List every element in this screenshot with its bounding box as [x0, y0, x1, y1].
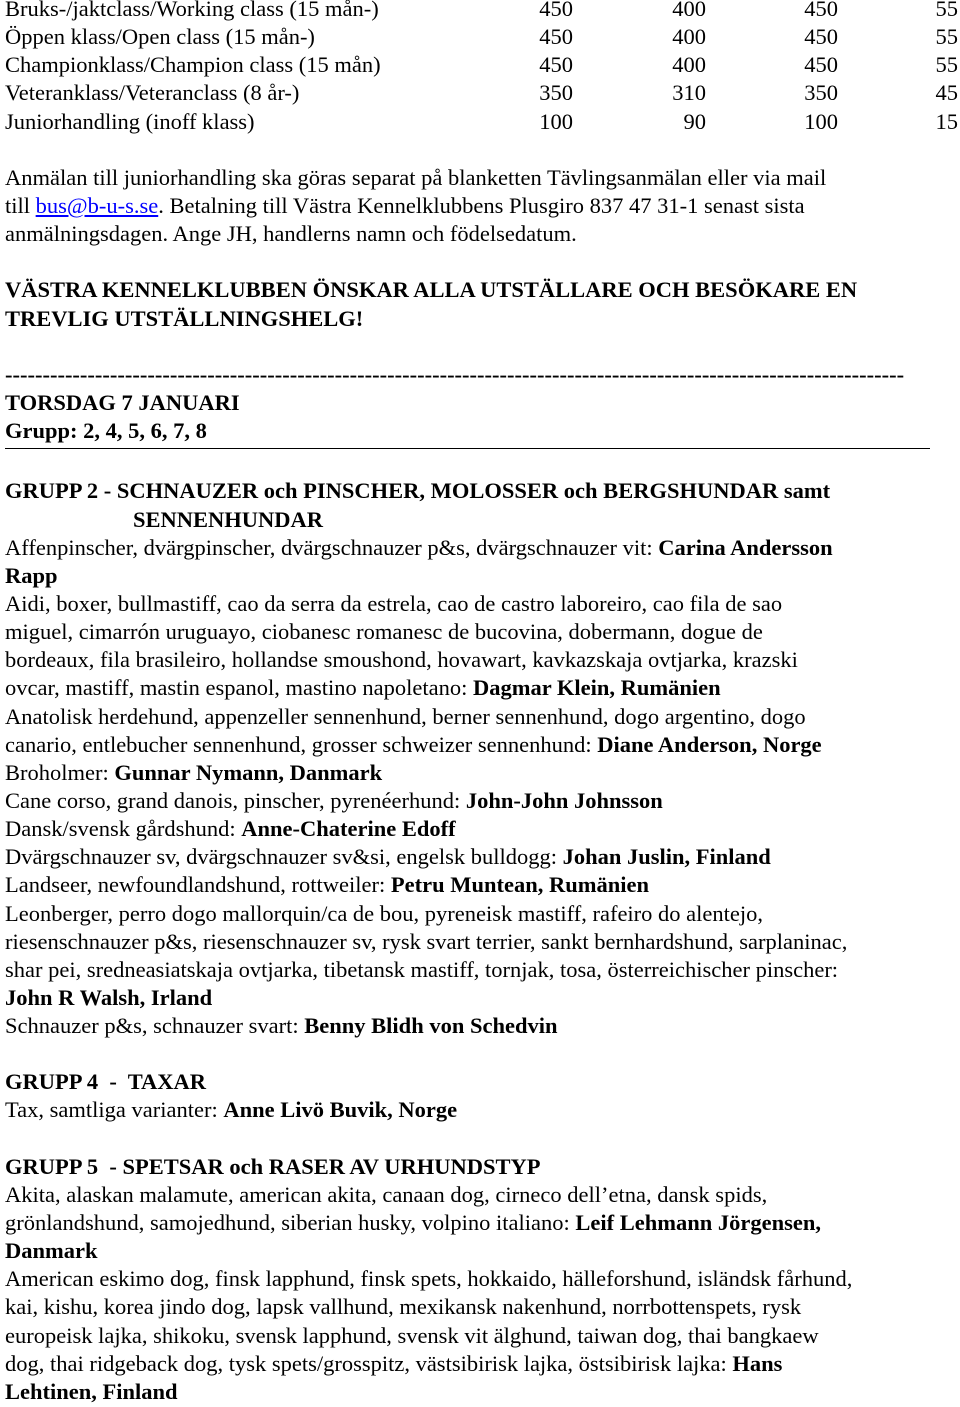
notice-line — [0, 220, 960, 248]
junior-notice — [0, 164, 960, 248]
entry-line — [0, 674, 960, 702]
fee-value: 55 — [935, 0, 958, 21]
judging-entry — [0, 1265, 960, 1406]
entry-line — [0, 984, 960, 1012]
blank-line — [0, 136, 960, 164]
breed-list: miguel, cimarrón uruguayo, ciobanesc romanesc de bucovina, dobermann, dogue de — [5, 619, 763, 645]
judging-entry — [0, 759, 960, 787]
judging-entry — [0, 534, 960, 590]
breed-list: Akita, alaskan malamute, american akita, canaan dog, cirneco dell’etna, dansk spids, — [5, 1181, 768, 1207]
group-heading-text: GRUPP 2 - SCHNAUZER och PINSCHER, MOLOSSER och BERGSHUNDAR samt — [5, 478, 831, 504]
notice-text: till — [5, 192, 31, 218]
entry-line — [0, 843, 960, 871]
group-heading — [0, 1068, 960, 1096]
entry-line — [0, 590, 960, 618]
class-label: Veteranklass/Veteranclass (8 år-) — [5, 80, 300, 106]
fee-value: 450 — [804, 52, 838, 78]
blank-line — [0, 1040, 960, 1068]
fee-value: 45 — [935, 80, 958, 106]
entry-line — [0, 928, 960, 956]
judge-name: Anne-Chaterine Edoff — [241, 816, 456, 842]
breed-list: dog, thai ridgeback dog, tysk spets/grosspitz, västsibirisk lajka, östsibirisk lajka: — [5, 1350, 727, 1376]
fee-value: 450 — [804, 0, 838, 21]
fee-value: 55 — [935, 24, 958, 50]
entry-line — [0, 1181, 960, 1209]
class-label: Bruks-/jaktclass/Working class (15 mån-) — [5, 0, 379, 21]
entry-line — [0, 1012, 960, 1040]
greeting-text: VÄSTRA KENNELKLUBBEN ÖNSKAR ALLA UTSTÄLLARE OCH BESÖKARE EN — [5, 277, 858, 303]
email-link[interactable]: bus@b-u-s.se — [35, 192, 159, 218]
notice-text: . Betalning till Västra Kennelklubbens Plusgiro 837 47 31-1 senast sista — [158, 192, 805, 218]
group-heading — [0, 1153, 960, 1181]
entry-line — [0, 1209, 960, 1237]
judge-name: Hans — [732, 1350, 783, 1376]
fee-value: 55 — [935, 52, 958, 78]
fee-value: 100 — [804, 108, 838, 134]
entry-line — [0, 534, 960, 562]
breed-list: canario, entlebucher sennenhund, grosser schweizer sennenhund: — [5, 731, 592, 757]
notice-line — [0, 164, 960, 192]
breed-list: American eskimo dog, finsk lapphund, finsk spets, hokkaido, hälleforshund, isländsk fårhund, — [5, 1266, 853, 1292]
breed-list: ovcar, mastiff, mastin espanol, mastino napoletano: — [5, 675, 468, 701]
class-label: Juniorhandling (inoff klass) — [5, 108, 255, 134]
blank-line — [0, 449, 960, 477]
fee-value: 400 — [672, 24, 706, 50]
breed-list: shar pei, sredneasiatskaja ovtjarka, tibetansk mastiff, tornjak, tosa, österreichischer pinscher: — [5, 956, 839, 982]
judge-name: John-John Johnsson — [465, 787, 663, 813]
judging-entry — [0, 900, 960, 1013]
entry-line — [0, 703, 960, 731]
blank-line — [0, 333, 960, 361]
notice-line — [0, 192, 960, 220]
class-label: Öppen klass/Open class (15 mån-) — [5, 24, 315, 50]
group-heading — [0, 477, 960, 505]
breed-list: bordeaux, fila brasileiro, hollandse smoushond, hovawart, kavkazskaja ovtjarka, krazski — [5, 647, 798, 673]
fee-value: 310 — [672, 80, 706, 106]
judge-name: Diane Anderson, Norge — [597, 731, 822, 757]
entry-line — [0, 759, 960, 787]
breed-list: Tax, samtliga varianter: — [5, 1097, 218, 1123]
entry-line — [0, 1293, 960, 1321]
entry-line — [0, 1265, 960, 1293]
breed-list: Cane corso, grand danois, pinscher, pyrenéerhund: — [5, 787, 461, 813]
judge-name: Benny Blidh von Schedvin — [304, 1013, 558, 1039]
day-groups-text: Grupp: 2, 4, 5, 6, 7, 8 — [5, 418, 207, 444]
blank-line — [0, 248, 960, 276]
fee-row — [0, 108, 960, 136]
group-heading-text: GRUPP 4 - TAXAR — [5, 1069, 207, 1095]
breed-list: Affenpinscher, dvärgpinscher, dvärgschnauzer p&s, dvärgschnauzer vit: — [5, 534, 653, 560]
judge-name: Danmark — [5, 1238, 98, 1264]
breed-list: Dvärgschnauzer sv, dvärgschnauzer sv&si, engelsk bulldogg: — [5, 844, 557, 870]
entry-line — [0, 815, 960, 843]
fee-value: 400 — [672, 52, 706, 78]
fee-value: 450 — [539, 0, 573, 21]
fee-value: 15 — [935, 108, 958, 134]
breed-list: Schnauzer p&s, schnauzer svart: — [5, 1013, 299, 1039]
entry-line — [0, 1378, 960, 1406]
group-heading-text: SENNENHUNDAR — [133, 506, 324, 532]
breed-list: Aidi, boxer, bullmastiff, cao da serra da estrela, cao de castro laboreiro, cao fila de sao — [5, 590, 783, 616]
fee-row — [0, 0, 960, 23]
breed-list: europeisk lajka, shikoku, svensk lapphund, svensk vit älghund, taiwan dog, thai bangkaew — [5, 1322, 819, 1348]
fee-value: 350 — [804, 80, 838, 106]
fee-value: 450 — [539, 24, 573, 50]
fee-row — [0, 23, 960, 51]
fee-value: 450 — [539, 52, 573, 78]
judging-entry — [0, 871, 960, 899]
entry-line — [0, 1096, 960, 1124]
greeting — [0, 276, 960, 332]
judging-entry — [0, 1096, 960, 1124]
fee-value: 90 — [683, 108, 706, 134]
breed-list: kai, kishu, korea jindo dog, lapsk vallhund, mexikansk nakenhund, norrbottenspets, rysk — [5, 1294, 802, 1320]
judging-entry — [0, 843, 960, 871]
fee-row — [0, 79, 960, 107]
breed-list: grönlandshund, samojedhund, siberian husky, volpino italiano: — [5, 1210, 570, 1236]
judge-name: John R Walsh, Irland — [5, 984, 213, 1010]
blank-line — [0, 1125, 960, 1153]
divider-dashes: ------------------------------------------------------------------------------------------------------------------------ — [5, 361, 905, 387]
entry-line — [0, 1322, 960, 1350]
group-5-section — [0, 1153, 960, 1406]
breed-list: Dansk/svensk gårdshund: — [5, 816, 236, 842]
breed-list: Landseer, newfoundlandshund, rottweiler: — [5, 872, 386, 898]
judging-entry — [0, 787, 960, 815]
fee-row — [0, 51, 960, 79]
group-4-section — [0, 1068, 960, 1124]
entry-line — [0, 618, 960, 646]
breed-list: riesenschnauzer p&s, riesenschnauzer sv, rysk svart terrier, sankt bernhardshund, sarplaninac, — [5, 928, 848, 954]
breed-list: Leonberger, perro dogo mallorquin/ca de bou, pyreneisk mastiff, rafeiro do alentejo, — [5, 900, 764, 926]
group-2-section — [0, 477, 960, 1040]
fee-value: 350 — [539, 80, 573, 106]
breed-list: Anatolisk herdehund, appenzeller sennenhund, berner sennenhund, dogo argentino, dogo — [5, 703, 806, 729]
entry-line — [0, 956, 960, 984]
judging-entry — [0, 1012, 960, 1040]
greeting-line — [0, 305, 960, 333]
judge-name: Johan Juslin, Finland — [562, 844, 771, 870]
entry-line — [0, 1350, 960, 1378]
day-title — [0, 389, 960, 417]
notice-text: anmälningsdagen. Ange JH, handlerns namn och födelsedatum. — [5, 221, 577, 247]
group-heading — [0, 506, 960, 534]
entry-line — [0, 646, 960, 674]
greeting-line — [0, 276, 960, 304]
entry-line — [0, 871, 960, 899]
notice-text: Anmälan till juniorhandling ska göras separat på blanketten Tävlingsanmälan eller via mail — [5, 164, 827, 190]
group-heading-text: GRUPP 5 - SPETSAR och RASER AV URHUNDSTYP — [5, 1153, 541, 1179]
class-label: Championklass/Champion class (15 mån) — [5, 52, 381, 78]
judging-entry — [0, 815, 960, 843]
fee-table — [0, 0, 960, 136]
judge-name: Rapp — [5, 562, 58, 588]
judge-name: Anne Livö Buvik, Norge — [223, 1097, 458, 1123]
judge-name: Dagmar Klein, Rumänien — [472, 675, 721, 701]
entry-line — [0, 731, 960, 759]
entry-line — [0, 787, 960, 815]
fee-value: 100 — [539, 108, 573, 134]
day-groups-line — [5, 417, 930, 449]
judge-name: Gunnar Nymann, Danmark — [114, 759, 383, 785]
breed-list: Broholmer: — [5, 759, 109, 785]
day-title-text: TORSDAG 7 JANUARI — [5, 389, 240, 415]
judge-name: Leif Lehmann Jörgensen, — [575, 1210, 821, 1236]
fee-value: 450 — [804, 24, 838, 50]
entry-line — [0, 900, 960, 928]
entry-line — [0, 1237, 960, 1265]
judging-entry — [0, 1181, 960, 1265]
entry-line — [0, 562, 960, 590]
judging-entry — [0, 703, 960, 759]
judge-name: Carina Andersson — [658, 534, 833, 560]
divider-line — [0, 361, 910, 389]
judge-name: Lehtinen, Finland — [5, 1378, 178, 1404]
greeting-text: TREVLIG UTSTÄLLNINGSHELG! — [5, 305, 364, 331]
judging-entry — [0, 590, 960, 703]
judge-name: Petru Muntean, Rumänien — [390, 872, 649, 898]
fee-value: 400 — [672, 0, 706, 21]
